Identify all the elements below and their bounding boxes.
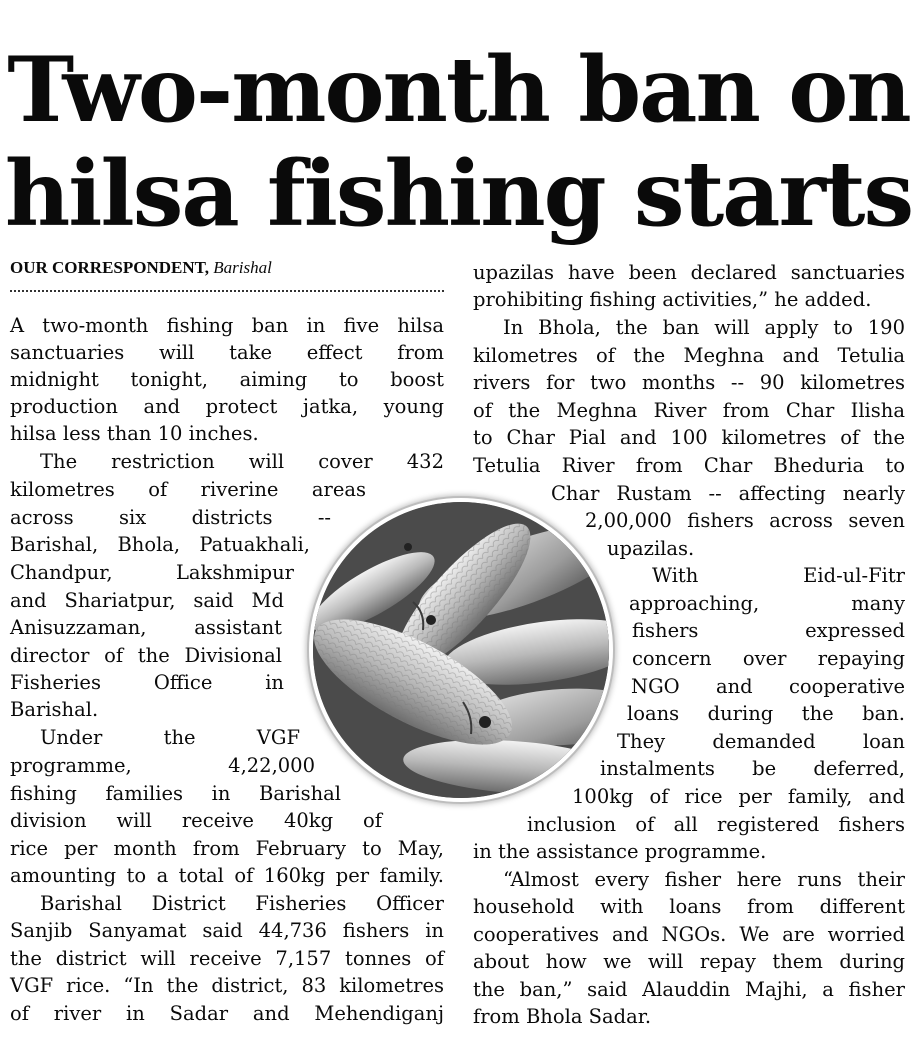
col1-line: the district will receive 7,157 tonnes of bbox=[10, 947, 444, 970]
col1-line: Anisuzzaman, assistant bbox=[10, 616, 282, 639]
col1-line: production and protect jatka, young bbox=[10, 395, 444, 418]
col2-line: fishers expressed bbox=[632, 619, 905, 642]
col2-line: loans during the ban. bbox=[627, 702, 905, 725]
byline bbox=[10, 258, 444, 292]
hilsa-photo bbox=[309, 498, 613, 802]
col2-line: instalments be deferred, bbox=[600, 757, 905, 780]
col1-line: Chandpur, Lakshmipur bbox=[10, 561, 294, 584]
col2-line: upazilas. bbox=[607, 537, 695, 560]
col2-line: cooperatives and NGOs. We are worried bbox=[473, 923, 905, 946]
col2-line: kilometres of the Meghna and Tetulia bbox=[473, 344, 905, 367]
col1-line: programme, 4,22,000 bbox=[10, 754, 315, 777]
col2-line: With Eid-ul-Fitr bbox=[652, 564, 905, 587]
col1-line: amounting to a total of 160kg per family. bbox=[10, 864, 444, 887]
col2-line: prohibiting fishing activities,” he added. bbox=[473, 288, 872, 311]
col1-line: kilometres of riverine areas bbox=[10, 478, 366, 501]
col2-line: 100kg of rice per family, and bbox=[572, 785, 905, 808]
col1-line: Under the VGF bbox=[40, 726, 300, 749]
col1-line: across six districts -- bbox=[10, 506, 331, 529]
col2-line: 2,00,000 fishers across seven bbox=[585, 509, 905, 532]
col2-line: upazilas have been declared sanctuaries bbox=[473, 261, 905, 284]
headline-line-1: Two-month ban on bbox=[7, 37, 910, 143]
col1-line: sanctuaries will take effect from bbox=[10, 341, 444, 364]
col2-line: inclusion of all registered fishers bbox=[527, 813, 905, 836]
col2-line: the ban,” said Alauddin Majhi, a fisher bbox=[473, 978, 905, 1001]
col1-line: The restriction will cover 432 bbox=[40, 450, 444, 473]
col2-line: of the Meghna River from Char Ilisha bbox=[473, 399, 905, 422]
col1-line: Barishal, Bhola, Patuakhali, bbox=[10, 533, 310, 556]
col2-line: rivers for two months -- 90 kilometres bbox=[473, 371, 905, 394]
col1-line: VGF rice. “In the district, 83 kilometres bbox=[10, 974, 444, 997]
col2-line: household with loans from different bbox=[473, 895, 905, 918]
col1-line: division will receive 40kg of bbox=[10, 809, 382, 832]
col1-line: fishing families in Barishal bbox=[10, 782, 341, 805]
col1-line: Barishal District Fisheries Officer bbox=[40, 892, 444, 915]
col1-line: midnight tonight, aiming to boost bbox=[10, 368, 444, 391]
col2-line: Char Rustam -- affecting nearly bbox=[551, 482, 905, 505]
col1-line: of river in Sadar and Mehendiganj bbox=[10, 1002, 444, 1025]
col1-line: Sanjib Sanyamat said 44,736 fishers in bbox=[10, 919, 444, 942]
byline-place: Barishal bbox=[213, 258, 272, 277]
col1-line: rice per month from February to May, bbox=[10, 837, 444, 860]
col1-line: hilsa less than 10 inches. bbox=[10, 422, 259, 445]
col2-line: from Bhola Sadar. bbox=[473, 1005, 652, 1028]
col1-line: Fisheries Office in bbox=[10, 671, 284, 694]
col2-line: approaching, many bbox=[629, 592, 905, 615]
col2-line: concern over repaying bbox=[632, 647, 905, 670]
col1-line: Barishal. bbox=[10, 698, 99, 721]
byline-author: OUR CORRESPONDENT, bbox=[10, 258, 209, 277]
col1-line: and Shariatpur, said Md bbox=[10, 589, 284, 612]
headline-line-2: hilsa fishing starts bbox=[4, 141, 913, 247]
col2-line: In Bhola, the ban will apply to 190 bbox=[503, 316, 905, 339]
col2-line: to Char Pial and 100 kilometres of the bbox=[473, 426, 905, 449]
col2-line: about how we will repay them during bbox=[473, 950, 905, 973]
col1-line: director of the Divisional bbox=[10, 644, 282, 667]
col1-line: A two-month fishing ban in five hilsa bbox=[10, 314, 444, 337]
col2-line: “Almost every fisher here runs their bbox=[503, 868, 905, 891]
col2-line: They demanded loan bbox=[617, 730, 905, 753]
col2-line: Tetulia River from Char Bheduria to bbox=[473, 454, 905, 477]
headline bbox=[0, 38, 917, 246]
col2-line: in the assistance programme. bbox=[473, 840, 767, 863]
col2-line: NGO and cooperative bbox=[631, 675, 905, 698]
fish-pile-image bbox=[313, 502, 609, 798]
